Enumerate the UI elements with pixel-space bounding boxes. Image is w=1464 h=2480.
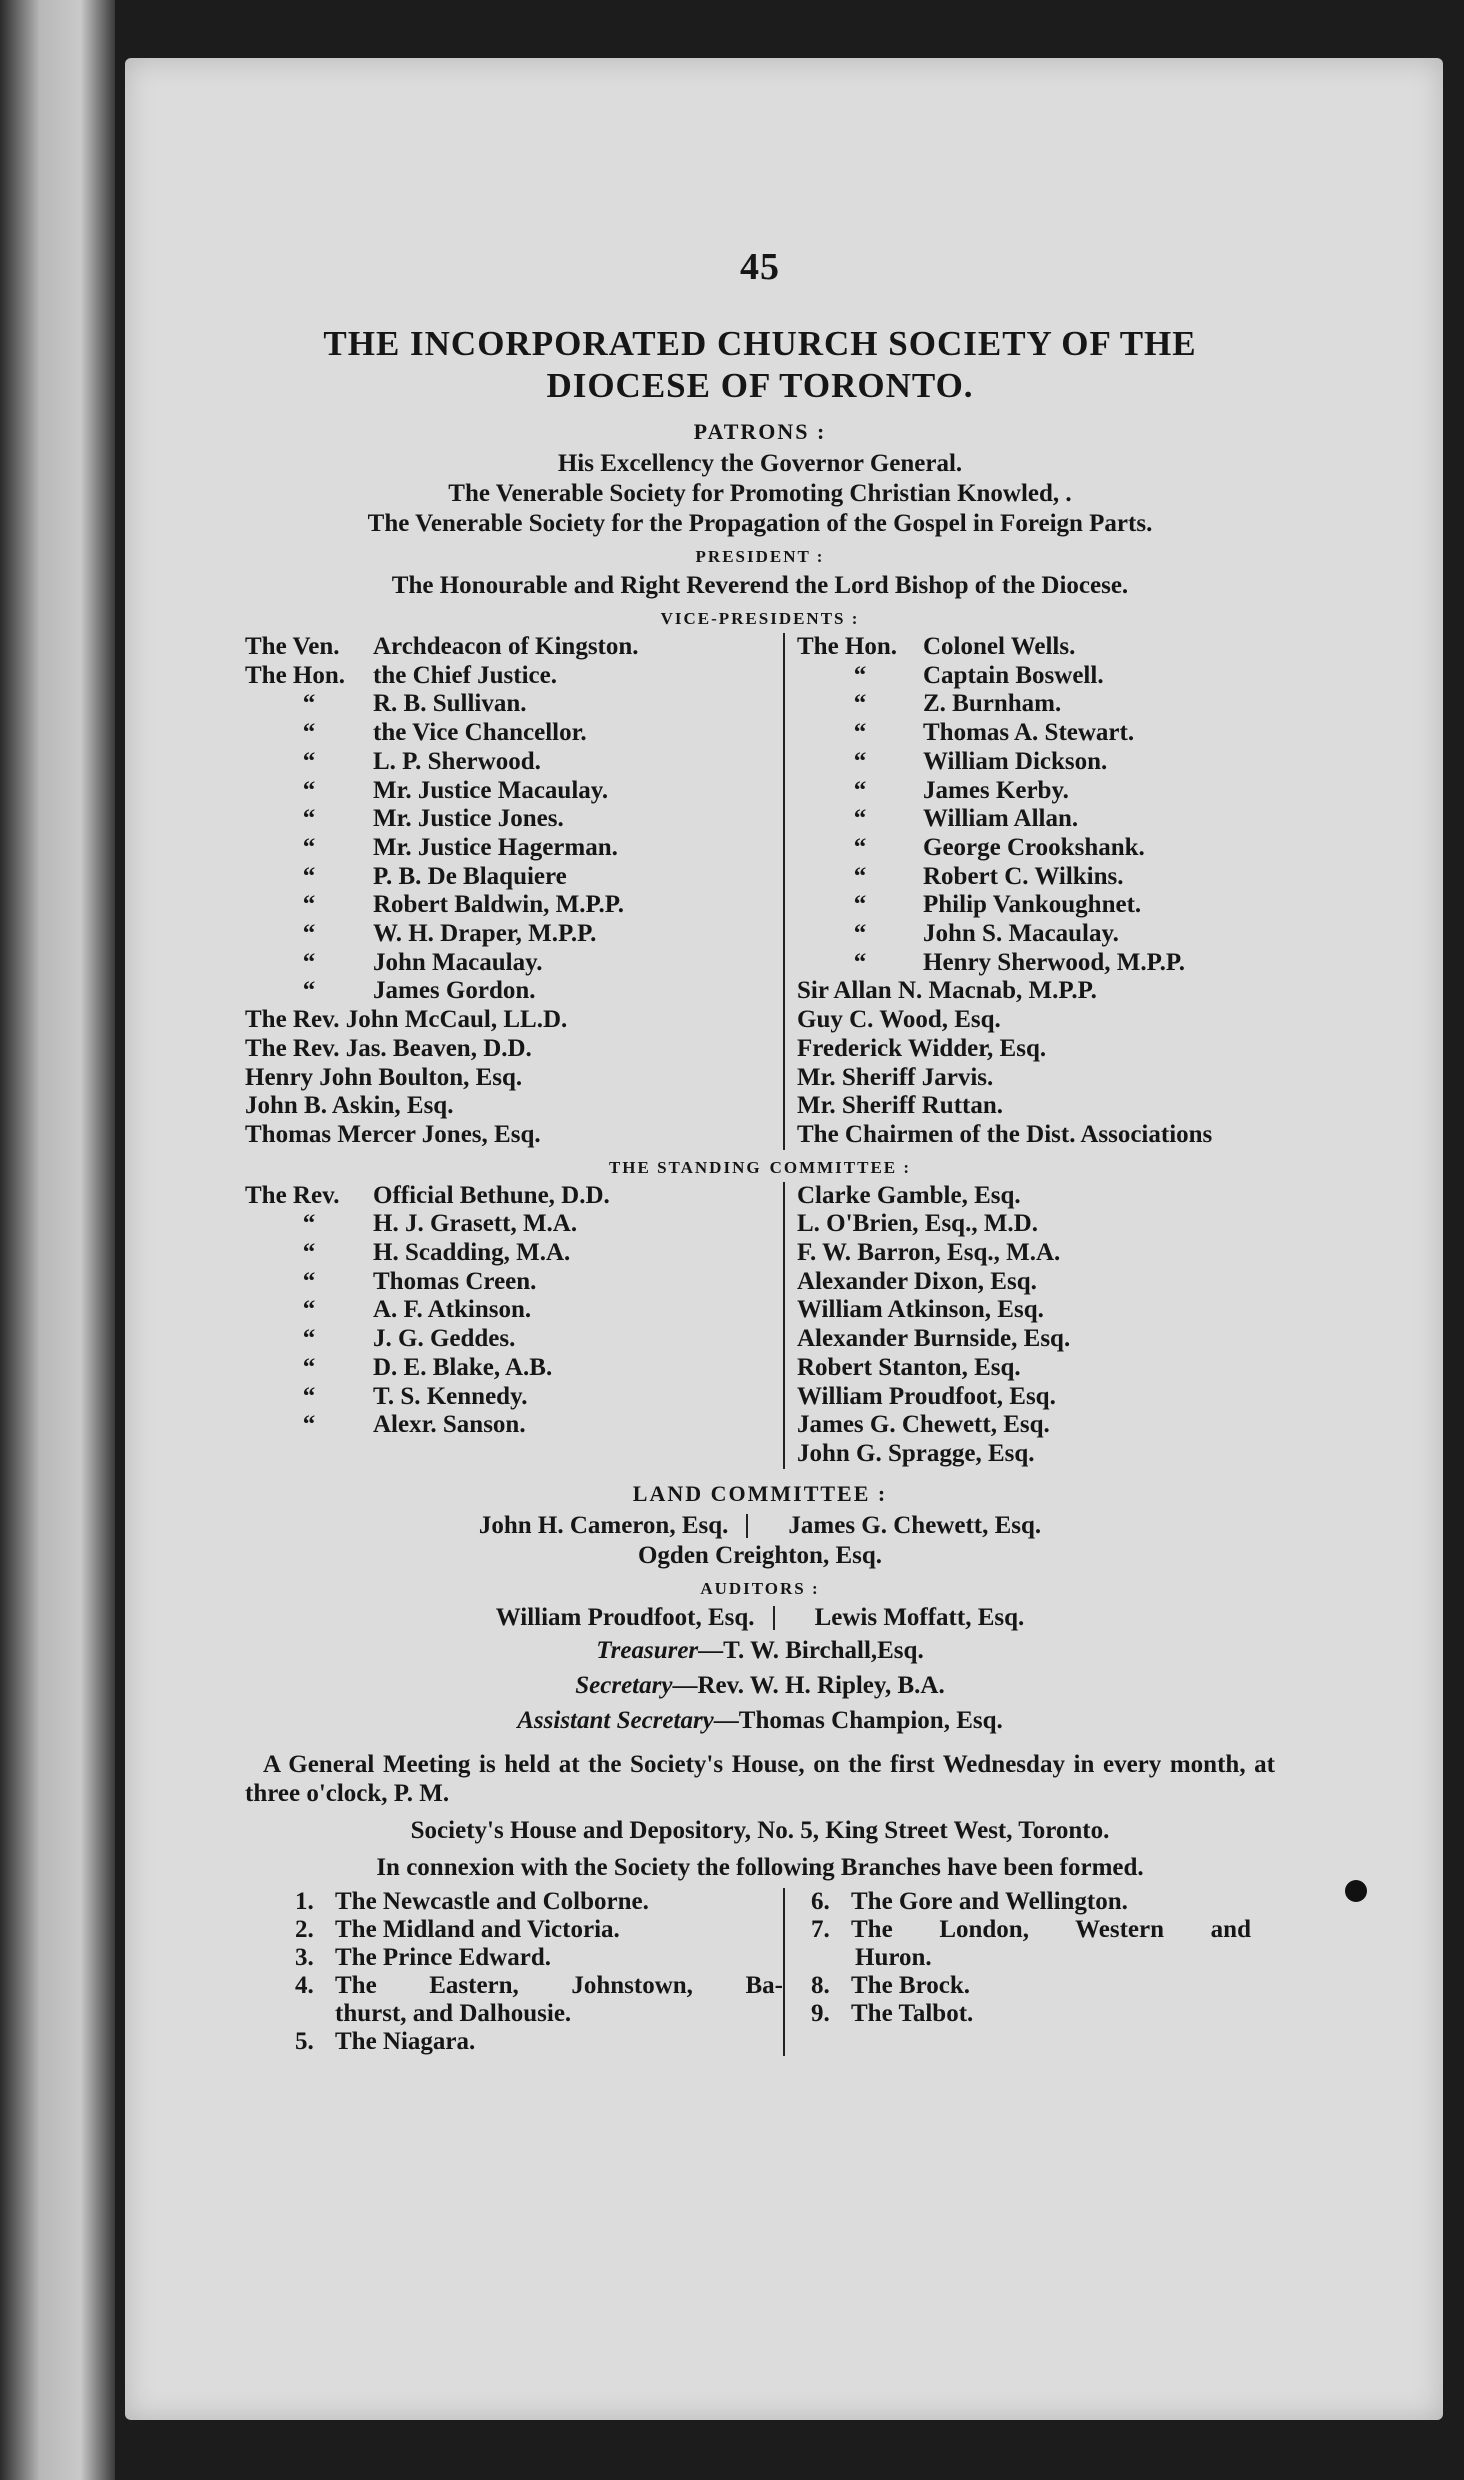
vice-presidents-right-column bbox=[783, 633, 1212, 1150]
title-line-2: DIOCESE OF TORONTO. bbox=[546, 366, 974, 405]
member-prefix: “ bbox=[302, 920, 316, 948]
standing-committee-heading bbox=[245, 1158, 1275, 1178]
name-row bbox=[797, 920, 1212, 949]
branch-number: 1. bbox=[295, 1887, 314, 1915]
member-prefix: “ bbox=[302, 1325, 316, 1353]
branch-number-spacer bbox=[811, 1944, 851, 1972]
member-prefix: “ bbox=[302, 948, 316, 976]
officer-name: —Rev. W. H. Ripley, B.A. bbox=[672, 1671, 945, 1699]
member-prefix: The Rev. bbox=[245, 1181, 340, 1209]
auditors-heading: AUDITORS : bbox=[700, 1578, 820, 1598]
member-prefix: The Ven. bbox=[245, 633, 340, 660]
name-row bbox=[797, 977, 1212, 1006]
branch-number: 3. bbox=[295, 1943, 314, 1971]
branches-left-column bbox=[245, 1888, 783, 2056]
name-row bbox=[797, 777, 1212, 806]
name-row bbox=[245, 949, 773, 978]
name-row bbox=[245, 920, 773, 949]
officers-list bbox=[245, 1633, 1275, 1738]
member-prefix: “ bbox=[302, 833, 316, 861]
officer-role: Secretary bbox=[575, 1671, 673, 1699]
branch-item bbox=[811, 2000, 1251, 2028]
member-name: the Vice Chancellor. bbox=[373, 719, 587, 747]
name-row bbox=[797, 863, 1212, 892]
member-name: Mr. Justice Hagerman. bbox=[373, 833, 618, 861]
book-gutter bbox=[0, 0, 115, 2480]
member-name: A. F. Atkinson. bbox=[373, 1296, 532, 1324]
member-prefix: “ bbox=[302, 1210, 316, 1238]
branches-list bbox=[245, 1888, 1275, 2056]
officer-name: —Thomas Champion, Esq. bbox=[713, 1706, 1003, 1734]
branches-intro: In connexion with the Society the following Branches have been formed. bbox=[376, 1853, 1144, 1881]
member-name: Guy C. Wood, Esq. bbox=[797, 1006, 1001, 1034]
member-name: R. B. Sullivan. bbox=[373, 690, 527, 718]
name-row bbox=[797, 1121, 1212, 1150]
member-name: Thomas A. Stewart. bbox=[923, 719, 1135, 747]
land-committee-heading: LAND COMMITTEE : bbox=[632, 1480, 888, 1506]
member-prefix: “ bbox=[302, 977, 316, 1005]
member-prefix: “ bbox=[302, 1267, 316, 1295]
member-prefix: “ bbox=[853, 891, 867, 919]
branch-item-continued bbox=[811, 1944, 1251, 1972]
president-line: The Honourable and Right Reverend the Lord Bishop of the Diocese. bbox=[391, 572, 1129, 599]
branch-name: The Eastern, Johnstown, Ba- bbox=[335, 1971, 783, 1999]
committee-member: William Proudfoot, Esq. bbox=[797, 1382, 1056, 1410]
name-row bbox=[797, 1035, 1212, 1064]
name-row bbox=[797, 805, 1212, 834]
name-row bbox=[245, 777, 773, 806]
name-row bbox=[245, 1325, 773, 1354]
name-row bbox=[245, 834, 773, 863]
branch-name: The Talbot. bbox=[851, 1999, 974, 2027]
member-name: J. G. Geddes. bbox=[373, 1325, 516, 1353]
name-row bbox=[797, 891, 1212, 920]
auditor: Lewis Moffatt, Esq. bbox=[814, 1603, 1025, 1631]
member-name: Thomas Mercer Jones, Esq. bbox=[245, 1120, 541, 1148]
officer-role: Assistant Secretary bbox=[517, 1706, 714, 1734]
name-row bbox=[245, 1092, 773, 1121]
branches-right-column bbox=[783, 1888, 1251, 2056]
member-prefix: “ bbox=[302, 747, 316, 775]
member-prefix: “ bbox=[302, 690, 316, 718]
name-row bbox=[797, 1092, 1212, 1121]
branch-item bbox=[811, 1888, 1251, 1916]
member-name: John Macaulay. bbox=[373, 948, 543, 976]
name-row bbox=[245, 1239, 773, 1268]
auditors-pair bbox=[245, 1603, 1275, 1633]
name-row bbox=[245, 891, 773, 920]
member-name: James Kerby. bbox=[923, 776, 1069, 804]
committee-member: James G. Chewett, Esq. bbox=[797, 1411, 1050, 1439]
name-row bbox=[245, 1210, 773, 1239]
page-content bbox=[245, 245, 1275, 2056]
branch-item bbox=[295, 1888, 783, 1916]
officer-role: Treasurer bbox=[596, 1636, 699, 1664]
member-name: P. B. De Blaquiere bbox=[373, 862, 567, 890]
member-name: The Rev. Jas. Beaven, D.D. bbox=[245, 1034, 532, 1062]
name-row bbox=[797, 719, 1212, 748]
member-name: The Rev. John McCaul, LL.D. bbox=[245, 1006, 568, 1034]
name-row bbox=[245, 863, 773, 892]
member-name: John B. Askin, Esq. bbox=[245, 1092, 454, 1120]
standing-committee-right-column bbox=[783, 1182, 1070, 1469]
name-row bbox=[245, 977, 773, 1006]
vice-presidents-left-column bbox=[245, 633, 783, 1150]
member-name: W. H. Draper, M.P.P. bbox=[373, 920, 597, 948]
member-name: Philip Vankoughnet. bbox=[923, 891, 1142, 919]
member-prefix: “ bbox=[302, 862, 316, 890]
committee-member: Alexander Burnside, Esq. bbox=[797, 1325, 1071, 1353]
member-name: Thomas Creen. bbox=[373, 1267, 537, 1295]
member-prefix: “ bbox=[302, 1296, 316, 1324]
title-line-1: THE INCORPORATED CHURCH SOCIETY OF THE bbox=[323, 324, 1197, 363]
member-name: Archdeacon of Kingston. bbox=[373, 633, 639, 660]
name-row bbox=[245, 1383, 773, 1412]
name-row bbox=[245, 690, 773, 719]
branch-item bbox=[295, 1944, 783, 1972]
patron-line: The Venerable Society for the Propagation of the Gospel in Foreign Parts. bbox=[367, 510, 1153, 537]
member-name: John S. Macaulay. bbox=[923, 920, 1119, 948]
member-name: T. S. Kennedy. bbox=[373, 1382, 528, 1410]
branch-number: 5. bbox=[295, 2027, 314, 2055]
name-row bbox=[797, 690, 1212, 719]
standing-committee-left-column bbox=[245, 1182, 783, 1469]
name-row bbox=[797, 949, 1212, 978]
member-name: Official Bethune, D.D. bbox=[373, 1181, 610, 1209]
branch-number: 2. bbox=[295, 1915, 314, 1943]
member-prefix: The Hon. bbox=[797, 633, 898, 660]
ink-blot bbox=[1345, 1880, 1367, 1902]
officer-line bbox=[245, 1703, 1275, 1738]
member-prefix: “ bbox=[302, 1382, 316, 1410]
branch-item bbox=[811, 1972, 1251, 2000]
name-row bbox=[797, 1006, 1212, 1035]
member-prefix: “ bbox=[302, 1239, 316, 1267]
name-row bbox=[245, 805, 773, 834]
member-name: William Allan. bbox=[923, 805, 1079, 833]
member-name: Mr. Sheriff Ruttan. bbox=[797, 1092, 1004, 1120]
member-name: William Dickson. bbox=[923, 747, 1108, 775]
branch-name-continued: thurst, and Dalhousie. bbox=[335, 1999, 572, 2027]
land-committee-member: John H. Cameron, Esq. bbox=[478, 1511, 729, 1539]
branch-item-continued bbox=[295, 2000, 783, 2028]
member-name: James Gordon. bbox=[373, 977, 536, 1005]
member-prefix: “ bbox=[853, 805, 867, 833]
member-prefix: The Hon. bbox=[245, 661, 346, 689]
member-prefix: “ bbox=[302, 1411, 316, 1439]
standing-committee-heading-right: COMMITTEE : bbox=[769, 1157, 912, 1177]
member-prefix: “ bbox=[853, 690, 867, 718]
branch-name: The Midland and Victoria. bbox=[335, 1915, 620, 1943]
vice-presidents-list bbox=[245, 633, 1275, 1150]
land-committee-member: James G. Chewett, Esq. bbox=[788, 1511, 1042, 1539]
branch-item bbox=[295, 1916, 783, 1944]
member-prefix: “ bbox=[302, 805, 316, 833]
member-name: Captain Boswell. bbox=[923, 661, 1104, 689]
committee-member: Robert Stanton, Esq. bbox=[797, 1353, 1021, 1381]
house-note: Society's House and Depository, No. 5, King Street West, Toronto. bbox=[410, 1816, 1110, 1844]
name-row bbox=[245, 1035, 773, 1064]
member-prefix: “ bbox=[302, 1353, 316, 1381]
land-committee-member: Ogden Creighton, Esq. bbox=[637, 1541, 883, 1569]
name-row bbox=[797, 1064, 1212, 1093]
name-row bbox=[245, 1296, 773, 1325]
vice-presidents-heading: VICE-PRESIDENTS : bbox=[660, 609, 860, 628]
branch-number: 6. bbox=[811, 1887, 830, 1915]
member-prefix: “ bbox=[853, 833, 867, 861]
member-name: Mr. Sheriff Jarvis. bbox=[797, 1063, 994, 1091]
patron-line: The Venerable Society for Promoting Christian Knowled, . bbox=[448, 480, 1072, 507]
member-prefix: “ bbox=[853, 776, 867, 804]
patron-line: His Excellency the Governor General. bbox=[557, 450, 963, 477]
name-row bbox=[245, 1411, 773, 1440]
member-prefix: “ bbox=[853, 862, 867, 890]
name-row bbox=[245, 748, 773, 777]
branch-item bbox=[295, 2028, 783, 2056]
member-name: Henry John Boulton, Esq. bbox=[245, 1063, 523, 1091]
officer-line bbox=[245, 1668, 1275, 1703]
branch-name: The Niagara. bbox=[335, 2027, 476, 2055]
member-name: Z. Burnham. bbox=[923, 690, 1062, 718]
name-row bbox=[245, 662, 773, 691]
name-row bbox=[245, 1182, 773, 1211]
committee-member: F. W. Barron, Esq., M.A. bbox=[797, 1239, 1061, 1267]
branch-item bbox=[295, 1972, 783, 2000]
member-name: Robert C. Wilkins. bbox=[923, 862, 1124, 890]
branch-number: 7. bbox=[811, 1915, 830, 1943]
member-name: D. E. Blake, A.B. bbox=[373, 1353, 553, 1381]
officer-name: —T. W. Birchall,Esq. bbox=[698, 1636, 924, 1664]
branch-number: 4. bbox=[295, 1971, 314, 1999]
member-name: Sir Allan N. Macnab, M.P.P. bbox=[797, 977, 1097, 1005]
name-row bbox=[245, 1121, 773, 1150]
member-prefix: “ bbox=[853, 719, 867, 747]
member-name: Frederick Widder, Esq. bbox=[797, 1034, 1047, 1062]
branch-number: 8. bbox=[811, 1971, 830, 1999]
branch-number-spacer bbox=[295, 2000, 335, 2028]
member-prefix: “ bbox=[302, 891, 316, 919]
patrons-heading: PATRONS : bbox=[693, 419, 827, 444]
branch-item bbox=[811, 1916, 1251, 1944]
member-prefix: “ bbox=[853, 920, 867, 948]
committee-member: John G. Spragge, Esq. bbox=[797, 1439, 1035, 1467]
member-name: the Chief Justice. bbox=[373, 661, 557, 689]
branch-name: The London, Western and bbox=[851, 1915, 1251, 1943]
member-prefix: “ bbox=[302, 719, 316, 747]
member-name: Alexr. Sanson. bbox=[373, 1411, 526, 1439]
member-name: Mr. Justice Macaulay. bbox=[373, 776, 609, 804]
branch-name: The Brock. bbox=[851, 1971, 970, 1999]
member-name: The Chairmen of the Dist. Associations bbox=[797, 1120, 1213, 1148]
member-name: Robert Baldwin, M.P.P. bbox=[373, 891, 624, 919]
committee-member: L. O'Brien, Esq., M.D. bbox=[797, 1210, 1038, 1238]
name-row bbox=[245, 633, 773, 662]
name-row bbox=[245, 1354, 773, 1383]
name-row bbox=[245, 1064, 773, 1093]
name-row bbox=[797, 748, 1212, 777]
member-name: H. J. Grasett, M.A. bbox=[373, 1210, 578, 1238]
standing-committee-list bbox=[245, 1182, 1275, 1469]
name-row bbox=[245, 1268, 773, 1297]
name-row bbox=[797, 834, 1212, 863]
land-committee-pair bbox=[245, 1511, 1275, 1541]
member-name: H. Scadding, M.A. bbox=[373, 1239, 571, 1267]
member-prefix: “ bbox=[853, 948, 867, 976]
document-title bbox=[245, 323, 1275, 407]
branch-name: The Newcastle and Colborne. bbox=[335, 1887, 649, 1915]
member-name: George Crookshank. bbox=[923, 833, 1145, 861]
member-prefix: “ bbox=[853, 661, 867, 689]
officer-line bbox=[245, 1633, 1275, 1668]
branch-name: The Gore and Wellington. bbox=[851, 1887, 1128, 1915]
committee-member: Alexander Dixon, Esq. bbox=[797, 1267, 1037, 1295]
page-number: 45 bbox=[740, 246, 780, 288]
name-row bbox=[797, 662, 1212, 691]
committee-member: Clarke Gamble, Esq. bbox=[797, 1181, 1021, 1209]
member-prefix: “ bbox=[302, 776, 316, 804]
branch-number: 9. bbox=[811, 1999, 830, 2027]
name-row bbox=[797, 633, 1212, 662]
name-row bbox=[245, 719, 773, 748]
branch-name: The Prince Edward. bbox=[335, 1943, 551, 1971]
committee-member: William Atkinson, Esq. bbox=[797, 1296, 1044, 1324]
member-name: Mr. Justice Jones. bbox=[373, 805, 564, 833]
name-row bbox=[245, 1006, 773, 1035]
member-name: Henry Sherwood, M.P.P. bbox=[923, 948, 1186, 976]
member-name: L. P. Sherwood. bbox=[373, 747, 541, 775]
branch-name-continued: Huron. bbox=[855, 1943, 932, 1971]
member-name: Colonel Wells. bbox=[923, 633, 1076, 660]
president-heading: PRESIDENT : bbox=[695, 547, 825, 566]
member-prefix: “ bbox=[853, 747, 867, 775]
standing-committee-heading-left: THE STANDING bbox=[608, 1157, 762, 1177]
meeting-note: A General Meeting is held at the Society's House, on the first Wednesday in every month, at three o'clock, P. M. bbox=[245, 1750, 1275, 1807]
auditor: William Proudfoot, Esq. bbox=[495, 1603, 755, 1631]
